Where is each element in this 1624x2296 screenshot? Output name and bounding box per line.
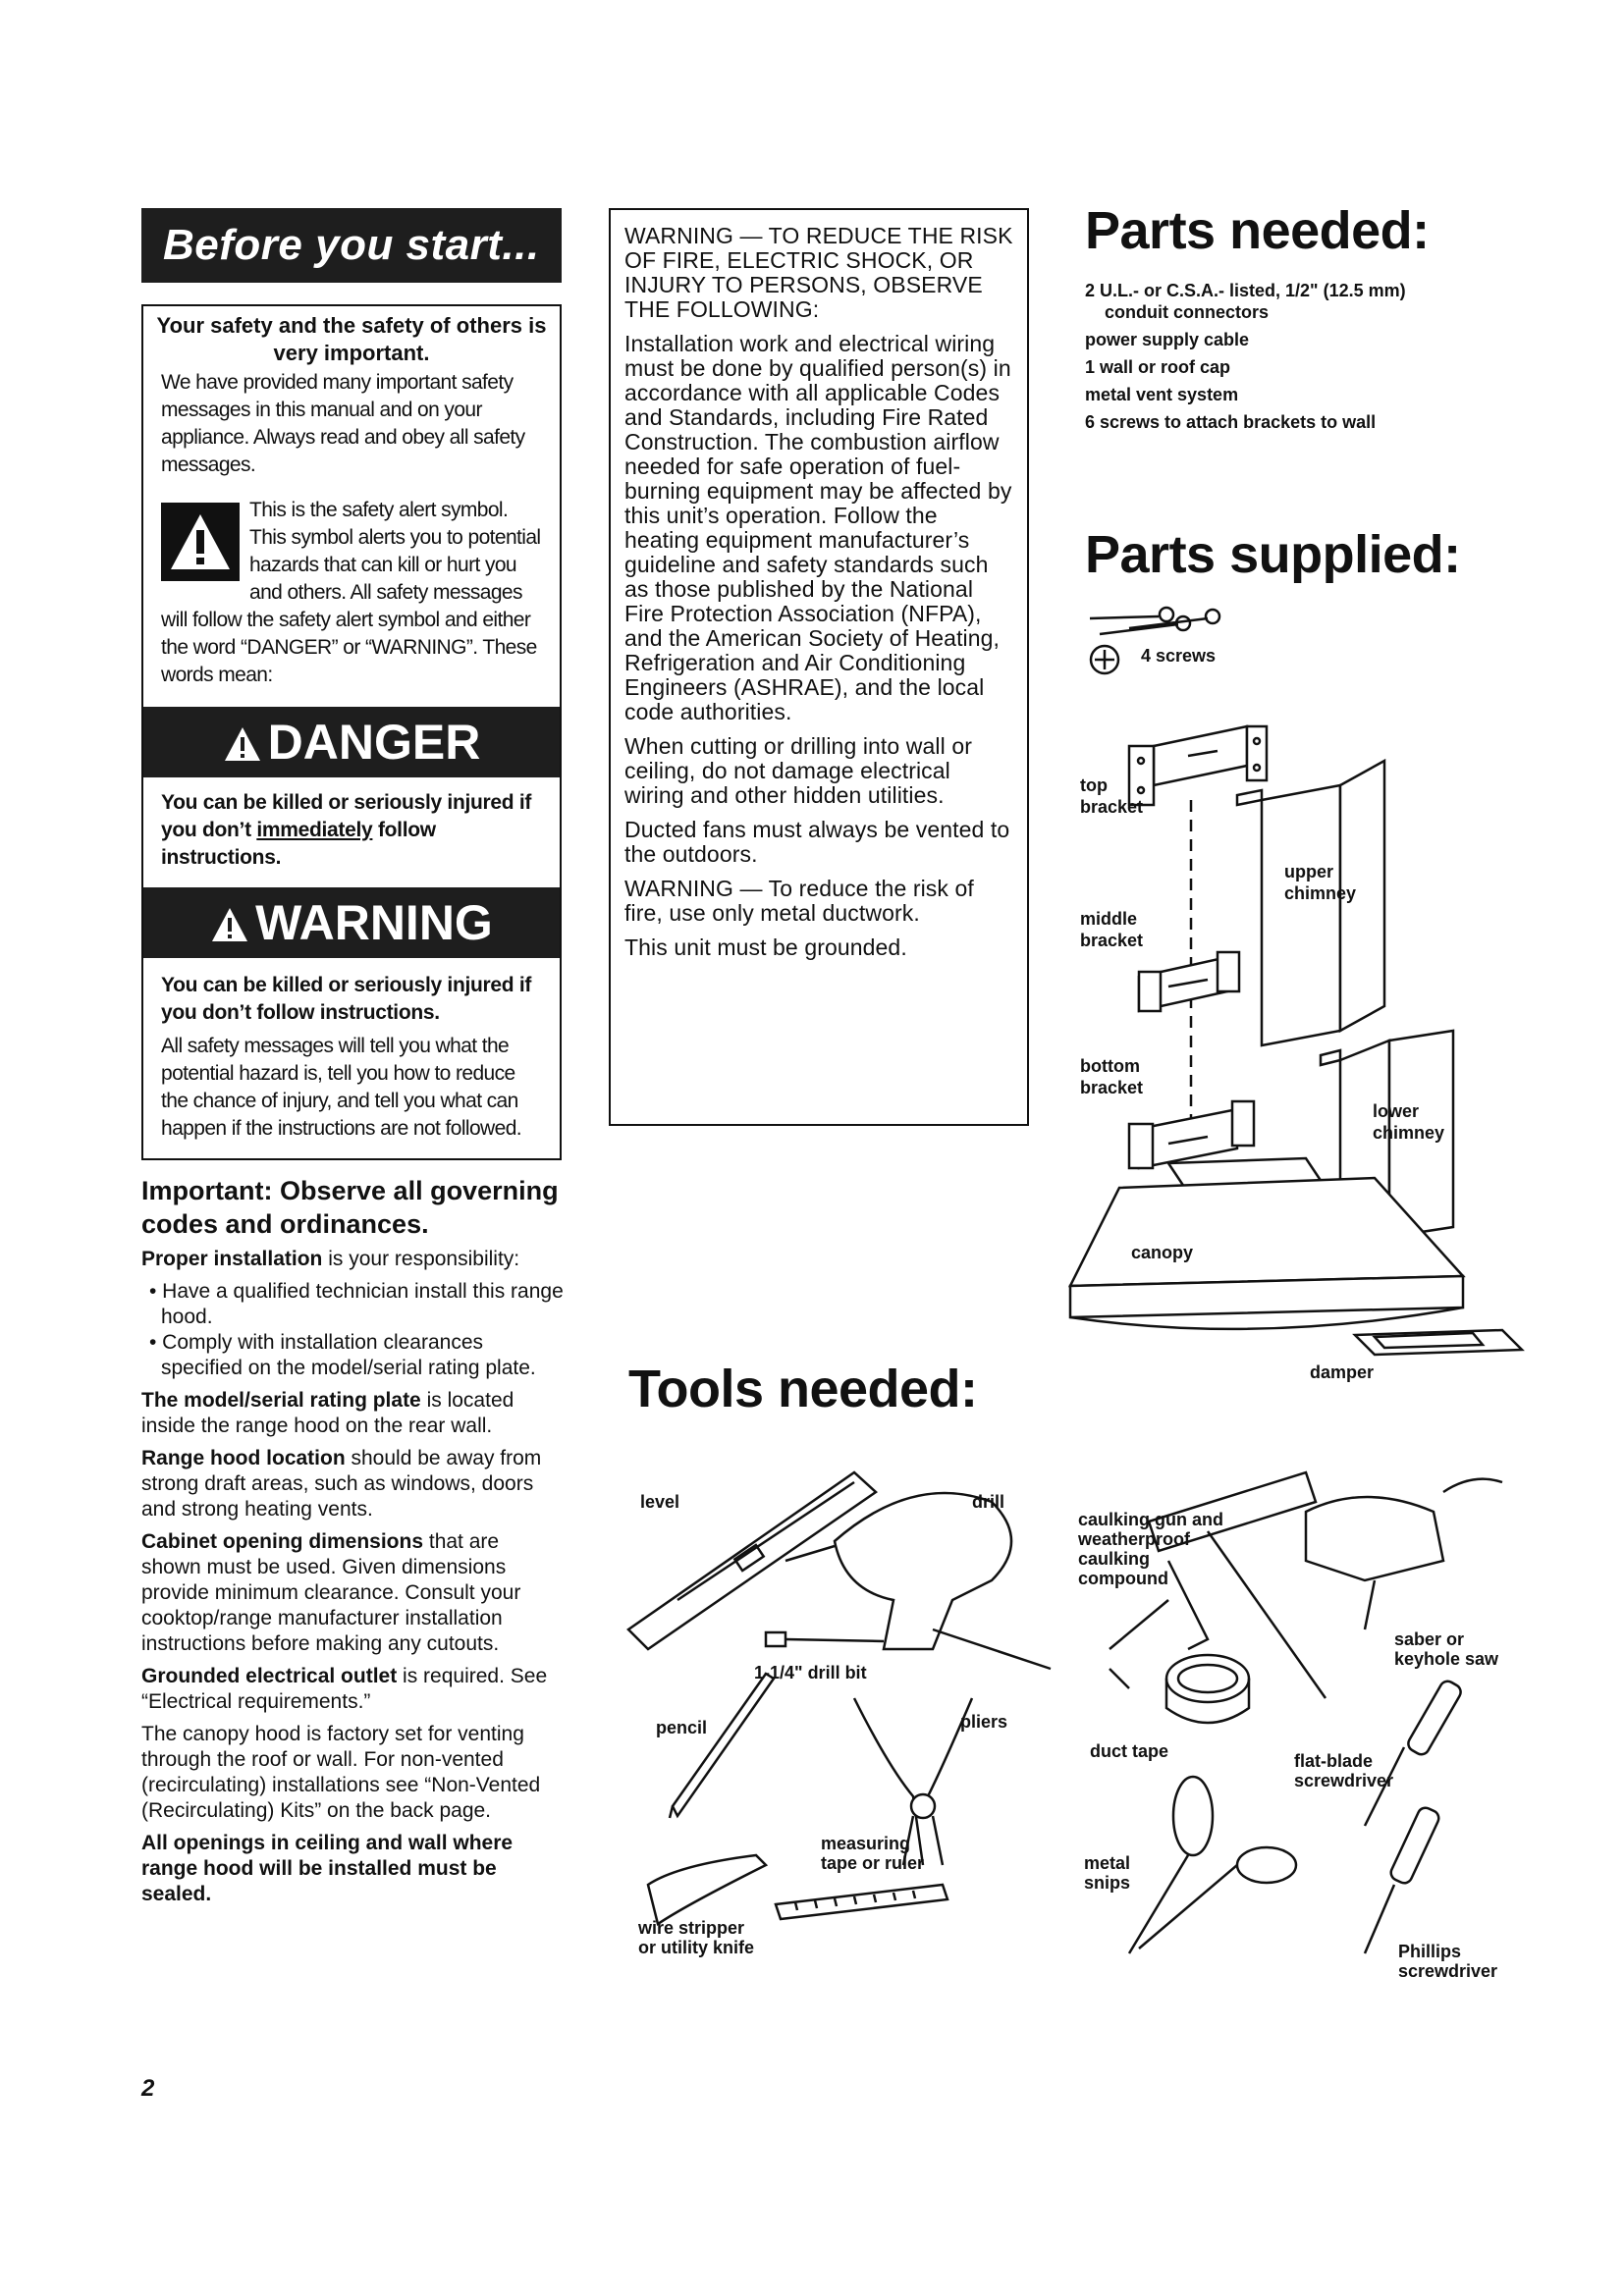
tools-needed-heading: Tools needed: xyxy=(628,1360,978,1418)
openings-bold: All openings in ceiling and wall where range hood will be installed must be sealed. xyxy=(141,1832,514,1905)
pencil-icon xyxy=(670,1674,774,1818)
safety-box xyxy=(141,304,562,1160)
phillips-screwdriver-icon xyxy=(1365,1805,1441,1953)
warning-p5: WARNING — To reduce the risk of fire, use only metal ductwork. xyxy=(624,876,974,926)
location-rest: should be away from strong draft areas, such as windows, doors and strong heating vents. xyxy=(141,1447,542,1521)
location-bold: Range hood location xyxy=(141,1447,346,1469)
warning-p3: When cutting or drilling into wall or ceiling, do not damage electrical wiring and other hidden utilities. xyxy=(624,733,972,808)
label-drill-bit: 1-1/4" drill bit xyxy=(754,1663,867,1682)
label-measuring-2: tape or ruler xyxy=(821,1853,925,1873)
warning-p2: Installation work and electrical wiring must be done by qualified person(s) in accordance with all applicable Codes and Standards, including Fire Rated Construction. The combustion airflow needed for safe operation of fuel-burning equipment may be affected by this unit’s operation. Follow the heating equipment manufacturer’s guideline and safety standards such as those published by the National Fire Protection Association (NFPA), and the American Society of Heating, Refrigeration and Air Conditioning Engineers (ASHRAE), and the local code authorities. xyxy=(624,331,1012,724)
label-caulking-4: compound xyxy=(1078,1569,1168,1588)
label-caulking-1: caulking gun and xyxy=(1078,1510,1224,1529)
cabinet-dimensions xyxy=(141,1529,564,1657)
danger-text-underlined: immediately xyxy=(256,819,373,841)
label-middle-bracket-1: middle xyxy=(1080,909,1138,929)
proper-bold: Proper installation xyxy=(141,1248,323,1270)
model-rest: is located inside the range hood on the rear wall. xyxy=(141,1389,514,1437)
label-caulking-3: caulking xyxy=(1078,1549,1151,1569)
proper-installation xyxy=(141,1247,564,1272)
warning-p6: This unit must be grounded. xyxy=(624,934,907,960)
fire-warning-box xyxy=(609,208,1029,1126)
parts-needed-item: 6 screws to attach brackets to wall xyxy=(1085,412,1377,432)
metal-snips-icon xyxy=(1129,1777,1296,1953)
label-flat-blade-1: flat-blade xyxy=(1294,1751,1374,1771)
outlet-rest: is required. See “Electrical requirements.” xyxy=(141,1665,548,1713)
label-canopy: canopy xyxy=(1131,1243,1194,1262)
important-heading: Important: Observe all governing codes and ordinances. xyxy=(141,1176,559,1239)
label-damper: damper xyxy=(1310,1362,1375,1382)
parts-needed-item: metal vent system xyxy=(1085,385,1239,404)
damper-icon xyxy=(1355,1330,1522,1355)
warning-triangle-icon xyxy=(210,891,249,962)
ruler-icon xyxy=(776,1885,947,1919)
openings-sealed xyxy=(141,1831,564,1907)
label-drill: drill xyxy=(972,1492,1005,1512)
danger-text-pre: You can be killed or seriously injured if you don’t xyxy=(161,791,532,841)
parts-supplied-heading: Parts supplied: xyxy=(1085,525,1461,584)
warning-text: You can be killed or seriously injured if you don’t follow instructions. xyxy=(161,974,532,1024)
saber-saw-icon xyxy=(1306,1479,1502,1629)
label-level: level xyxy=(640,1492,680,1512)
parts-needed-item: 1 wall or roof cap xyxy=(1085,357,1231,377)
proper-rest: is your responsibility: xyxy=(322,1248,520,1270)
important-body xyxy=(141,1247,564,1914)
parts-needed-item: power supply cable xyxy=(1085,330,1250,349)
label-4-screws: 4 screws xyxy=(1141,646,1217,666)
bullet-clearances: • Comply with installation clearances specified on the model/serial rating plate. xyxy=(149,1331,536,1379)
danger-text xyxy=(161,789,542,872)
label-upper-chimney-2: chimney xyxy=(1284,883,1357,903)
bullet-technician: • Have a qualified technician install this range hood. xyxy=(149,1280,564,1328)
canopy-venting: The canopy hood is factory set for venting through the roof or wall. For non-vented (recirculating) installations see “Non-Vented (Recirculating) Kits” on the back page. xyxy=(141,1723,541,1822)
label-caulking-2: weatherproof xyxy=(1078,1529,1191,1549)
label-top-bracket-1: top xyxy=(1080,775,1108,795)
cabinet-bold: Cabinet opening dimensions xyxy=(141,1530,424,1553)
safety-heading: Your safety and the safety of others is very important. xyxy=(156,313,547,365)
flat-blade-screwdriver-icon xyxy=(1365,1679,1464,1826)
label-bottom-bracket-2: bracket xyxy=(1080,1078,1144,1097)
label-bottom-bracket-1: bottom xyxy=(1080,1056,1140,1076)
label-measuring-1: measuring xyxy=(821,1834,911,1853)
safety-intro: We have provided many important safety messages in this manual and on your appliance. Always read and obey all safety messages. xyxy=(161,371,525,476)
warning-p4: Ducted fans must always be vented to the outdoors. xyxy=(624,817,1010,867)
tools-illustration xyxy=(619,1453,1532,2002)
safety-closing: All safety messages will tell you what the potential hazard is, tell you how to reduce the chance of injury, and tell you what can happen if the instructions are not followed. xyxy=(161,1035,522,1140)
safety-alert-icon xyxy=(161,503,240,581)
label-wire-stripper-2: or utility knife xyxy=(638,1938,755,1957)
danger-triangle-icon xyxy=(223,711,262,781)
duct-tape-icon xyxy=(1110,1655,1249,1723)
label-metal-snips-1: metal xyxy=(1084,1853,1131,1873)
model-bold: The model/serial rating plate xyxy=(141,1389,421,1412)
label-duct-tape: duct tape xyxy=(1090,1741,1169,1761)
warning-bar xyxy=(143,887,560,958)
label-top-bracket-2: bracket xyxy=(1080,797,1144,817)
label-pliers: pliers xyxy=(960,1712,1008,1732)
before-you-start-banner: Before you start... xyxy=(141,208,562,283)
parts-needed-list xyxy=(1085,277,1546,436)
label-metal-snips-2: snips xyxy=(1084,1873,1131,1893)
safety-alert-row xyxy=(161,497,542,689)
utility-knife-icon xyxy=(648,1855,766,1924)
danger-label: DANGER xyxy=(267,715,481,770)
label-phillips-1: Phillips xyxy=(1398,1942,1462,1961)
label-lower-chimney-2: chimney xyxy=(1373,1123,1445,1143)
page-number: 2 xyxy=(141,2075,155,2102)
danger-bar xyxy=(143,707,560,777)
label-phillips-2: screwdriver xyxy=(1398,1961,1498,1981)
label-lower-chimney-1: lower xyxy=(1373,1101,1420,1121)
warning-label: WARNING xyxy=(255,895,493,950)
middle-bracket-icon xyxy=(1139,952,1239,1011)
label-upper-chimney-1: upper xyxy=(1284,862,1334,881)
label-wire-stripper-1: wire stripper xyxy=(638,1918,745,1938)
model-plate xyxy=(141,1388,564,1439)
label-middle-bracket-2: bracket xyxy=(1080,931,1144,950)
safety-alert-text: This is the safety alert symbol. This symbol alerts you to potential hazards that can kill or hurt you and others. All safety messages will follow the safety alert symbol and either the word “DANGER” or “WARNING”. These words mean: xyxy=(161,499,541,686)
drill-bit-icon xyxy=(766,1632,884,1646)
label-saber-2: keyhole saw xyxy=(1394,1649,1499,1669)
upper-chimney-icon xyxy=(1237,761,1384,1045)
parts-needed-item-sub: conduit connectors xyxy=(1105,302,1270,322)
parts-needed-heading: Parts needed: xyxy=(1085,201,1430,260)
label-saber-1: saber or xyxy=(1394,1629,1465,1649)
label-flat-blade-2: screwdriver xyxy=(1294,1771,1394,1790)
parts-supplied-illustration xyxy=(1060,599,1551,1404)
danger-text-post: follow instructions. xyxy=(161,819,436,869)
bottom-bracket-icon xyxy=(1129,1101,1254,1168)
warning-p1: WARNING — TO REDUCE THE RISK OF FIRE, ELECTRIC SHOCK, OR INJURY TO PERSONS, OBSERVE THE FOLLOWING: xyxy=(624,223,1013,322)
hood-location xyxy=(141,1446,564,1522)
cabinet-rest: that are shown must be used. Given dimensions provide minimum clearance. Consult your cooktop/range manufacturer installation instructions before making any cutouts. xyxy=(141,1530,521,1655)
parts-needed-item: 2 U.L.- or C.S.A.- listed, 1/2" (12.5 mm) xyxy=(1085,281,1406,300)
label-pencil: pencil xyxy=(656,1718,708,1737)
outlet-bold: Grounded electrical outlet xyxy=(141,1665,398,1687)
grounded-outlet xyxy=(141,1664,564,1715)
